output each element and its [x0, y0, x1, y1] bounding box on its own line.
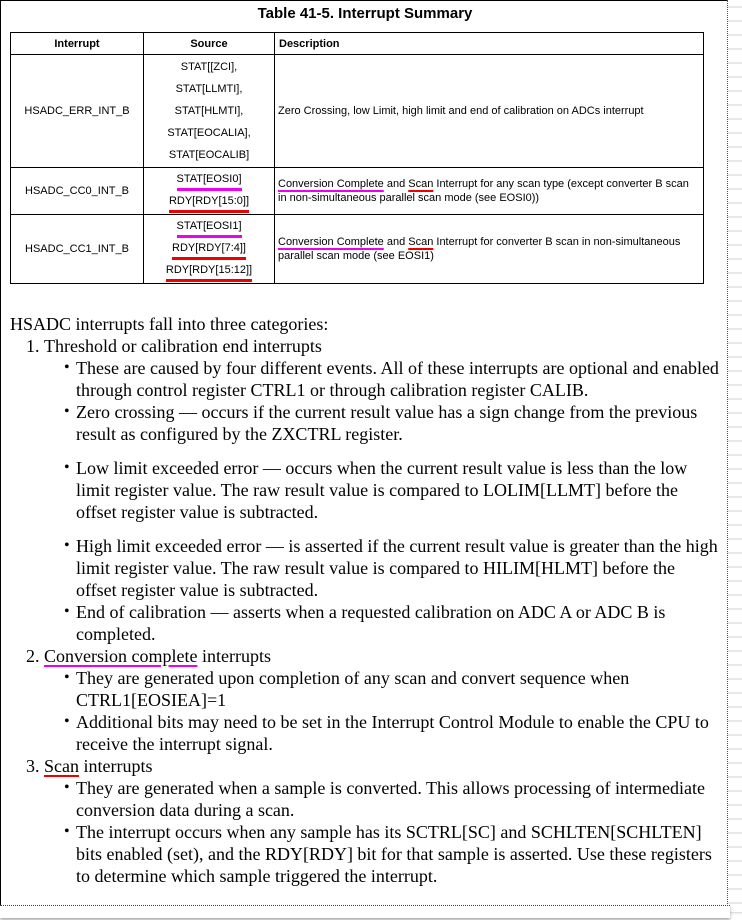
- source-line: STAT[EOCALIB]: [168, 149, 250, 161]
- bullet-item: • End of calibration — asserts when a requested calibration on ADC A or ADC B is completed.: [76, 601, 720, 645]
- interrupt-cell: HSADC_CC0_INT_B: [11, 168, 144, 215]
- magenta-underline-mark: STAT[EOSI0]: [177, 172, 242, 191]
- red-underline-mark: RDY[RDY[7:4]]: [172, 241, 246, 260]
- bullet-item: • Zero crossing — occurs if the current result value has a sign change from the previous result as configured by the ZXCTRL register.: [76, 401, 720, 445]
- source-cell: [144, 215, 275, 284]
- interrupt-cell: HSADC_ERR_INT_B: [11, 55, 144, 168]
- category-label: interrupts: [197, 646, 271, 666]
- table-row: [11, 168, 704, 215]
- header-source: Source: [144, 33, 275, 55]
- source-line: STAT[EOCALIA],: [167, 127, 251, 139]
- bullet-list: [44, 357, 720, 645]
- bullet-item: • These are caused by four different events. All of these interrupts are optional and enabled through control register CTRL1 or through calibration register CALIB.: [76, 357, 720, 401]
- intro-paragraph: HSADC interrupts fall into three categories:: [10, 314, 329, 334]
- category-label: Threshold or calibration end interrupts: [44, 336, 322, 356]
- red-underline-mark: Scan: [408, 178, 434, 190]
- description-text: and: [383, 236, 409, 248]
- magenta-underline-mark: Conversion Complete: [278, 236, 384, 248]
- header-interrupt: Interrupt: [11, 33, 144, 55]
- source-cell: [144, 55, 275, 168]
- category-item: [44, 645, 720, 755]
- source-line: [144, 238, 274, 260]
- red-underline-mark: RDY[RDY[15:12]]: [166, 263, 252, 282]
- magenta-underline-mark: STAT[EOSI1]: [177, 219, 242, 238]
- source-cell: [144, 168, 275, 215]
- category-item: [44, 335, 720, 645]
- bullet-list: [44, 777, 720, 887]
- red-underline-mark: Scan: [44, 756, 79, 776]
- bullet-list: [44, 667, 720, 755]
- table-header-row: [11, 33, 704, 55]
- body-text: [10, 313, 720, 887]
- bullet-item: • Low limit exceeded error — occurs when the current result value is less than the low limit register value. The raw result value is compared to LOLIM[LLMT] before the offset register value is subtracted.: [76, 457, 720, 523]
- bullet-item: • The interrupt occurs when any sample has its SCTRL[SC] and SCHLTEN[SCHLTEN] bits enabled (set), and the RDY[RDY] bit for that sample is asserted. Use these registers to determine which sample triggered the interrupt.: [76, 821, 720, 887]
- description-text: Interrupt for any scan type (except converter B scan in non-simultaneous parallel scan mode (see EOSI0)): [278, 178, 689, 204]
- category-label: interrupts: [79, 756, 153, 776]
- category-item: [44, 755, 720, 887]
- torn-edge-bottom: [0, 905, 730, 918]
- source-line: [144, 216, 274, 238]
- table-row: [11, 55, 704, 168]
- table-title: Table 41-5. Interrupt Summary: [257, 5, 473, 22]
- category-list: [10, 335, 720, 887]
- interrupt-summary-table: [10, 32, 704, 284]
- red-underline-mark: Scan: [408, 236, 434, 248]
- table-row: [11, 215, 704, 284]
- bullet-item: • Additional bits may need to be set in the Interrupt Control Module to enable the CPU to receive the interrupt signal.: [76, 711, 720, 755]
- description-cell: [275, 168, 704, 215]
- description-cell: Zero Crossing, low Limit, high limit and end of calibration on ADCs interrupt: [275, 55, 704, 168]
- torn-edge-right: [727, 0, 742, 912]
- source-line: [144, 260, 274, 282]
- red-underline-mark: RDY[RDY[15:0]]: [169, 194, 249, 213]
- description-cell: [275, 215, 704, 284]
- source-line: STAT[HLMTI],: [174, 105, 244, 117]
- magenta-underline-mark: Conversion complete: [44, 646, 198, 666]
- description-text: Interrupt for converter B scan in non-simultaneous parallel scan mode (see EOSI1): [278, 236, 681, 262]
- interrupt-cell: HSADC_CC1_INT_B: [11, 215, 144, 284]
- source-line: STAT[LLMTI],: [175, 83, 243, 95]
- bullet-item: • They are generated when a sample is converted. This allows processing of intermediate conversion data during a scan.: [76, 777, 720, 821]
- source-line: [144, 191, 274, 213]
- source-line: [144, 169, 274, 191]
- source-line: STAT[[ZCI],: [180, 61, 238, 73]
- bullet-item: • They are generated upon completion of any scan and convert sequence when CTRL1[EOSIEA]=1: [76, 667, 720, 711]
- magenta-underline-mark: Conversion Complete: [278, 178, 384, 190]
- header-description: Description: [275, 33, 704, 55]
- description-text: and: [383, 178, 409, 190]
- bullet-item: • High limit exceeded error — is asserted if the current result value is greater than the high limit register value. The raw result value is compared to HILIM[HLMT] before the offset register value is subtracted.: [76, 535, 720, 601]
